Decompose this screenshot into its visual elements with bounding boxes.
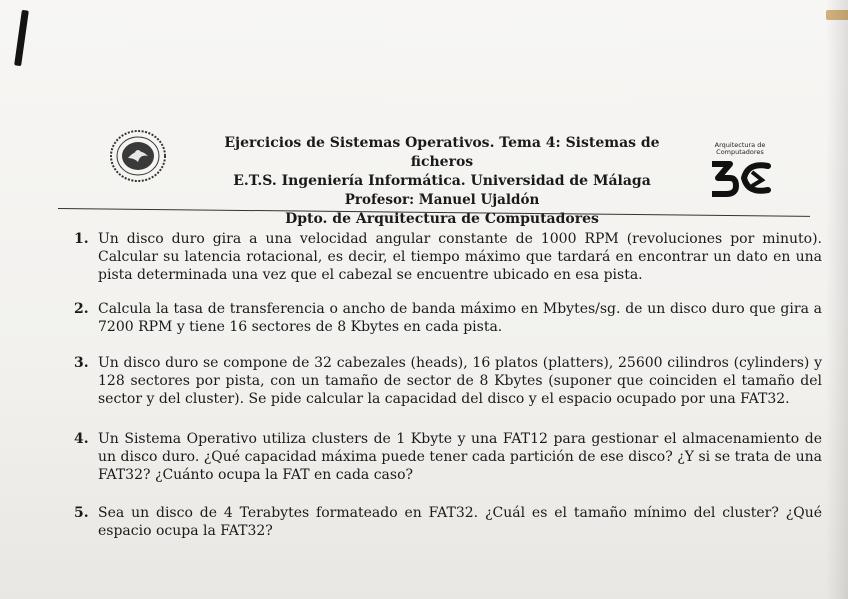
question-item [62,354,822,408]
question-text: Un disco duro se compone de 32 cabezales (heads), 16 platos (platters), 25600 cilindros (cylinders) y 128 sectores por pista, con un tamaño de sector de 8 Kbytes (suponer que coinciden el tamaño del sector y del cluster). Se pide calcular la capacidad del disco y el espacio ocupado por una FAT32. [98,355,822,407]
question-text: Calcula la tasa de transferencia o ancho de banda máximo en Mbytes/sg. de un disco duro que gira a 7200 RPM y tiene 16 sectores de 8 Kbytes en cada pista. [98,301,822,335]
page-edge-shadow [826,0,848,599]
professor-name: Profesor: Manuel Ujaldón [344,192,540,208]
document-header [100,118,800,227]
question-number: 1. [74,231,89,247]
question-number: 5. [74,505,89,521]
question-item [62,230,822,284]
question-text: Un disco duro gira a una velocidad angular constante de 1000 RPM (revoluciones por minuto). Calcular su latencia rotacional, es decir, el tiempo máximo que tardará en encontrar un dato en una pista determinada una vez que el cabezal se encuentre ubicado en esa pista. [98,231,822,283]
department-name: Dpto. de Arquitectura de Computadores [285,211,599,227]
question-number: 2. [74,301,89,317]
question-number: 4. [74,431,89,447]
question-text: Un Sistema Operativo utiliza clusters de 1 Kbyte y una FAT12 para gestionar el almacenamiento de un disco duro. ¿Qué capacidad máxima puede tener cada partición de ese disco? ¿Y si se trata de una FAT32? ¿Cuánto ocupa la FAT en cada caso? [98,431,822,483]
school-name: E.T.S. Ingeniería Informática. Universidad de Málaga [233,173,651,189]
question-number: 3. [74,355,89,371]
course-title: Ejercicios de Sistemas Operativos. Tema 4: Sistemas de ficheros [224,135,660,170]
pen-mark [14,10,29,66]
question-text: Sea un disco de 4 Terabytes formateado en FAT32. ¿Cuál es el tamaño mínimo del cluster? ¿Qué espacio ocupa la FAT32? [98,505,822,539]
department-logo [704,142,776,204]
question-list [62,230,822,554]
department-logo-icon [708,158,772,198]
question-item [62,504,822,540]
question-item [62,430,822,484]
department-logo-caption: Arquitectura de Computadores [714,141,766,156]
university-seal-icon [108,128,168,184]
question-item [62,300,822,336]
